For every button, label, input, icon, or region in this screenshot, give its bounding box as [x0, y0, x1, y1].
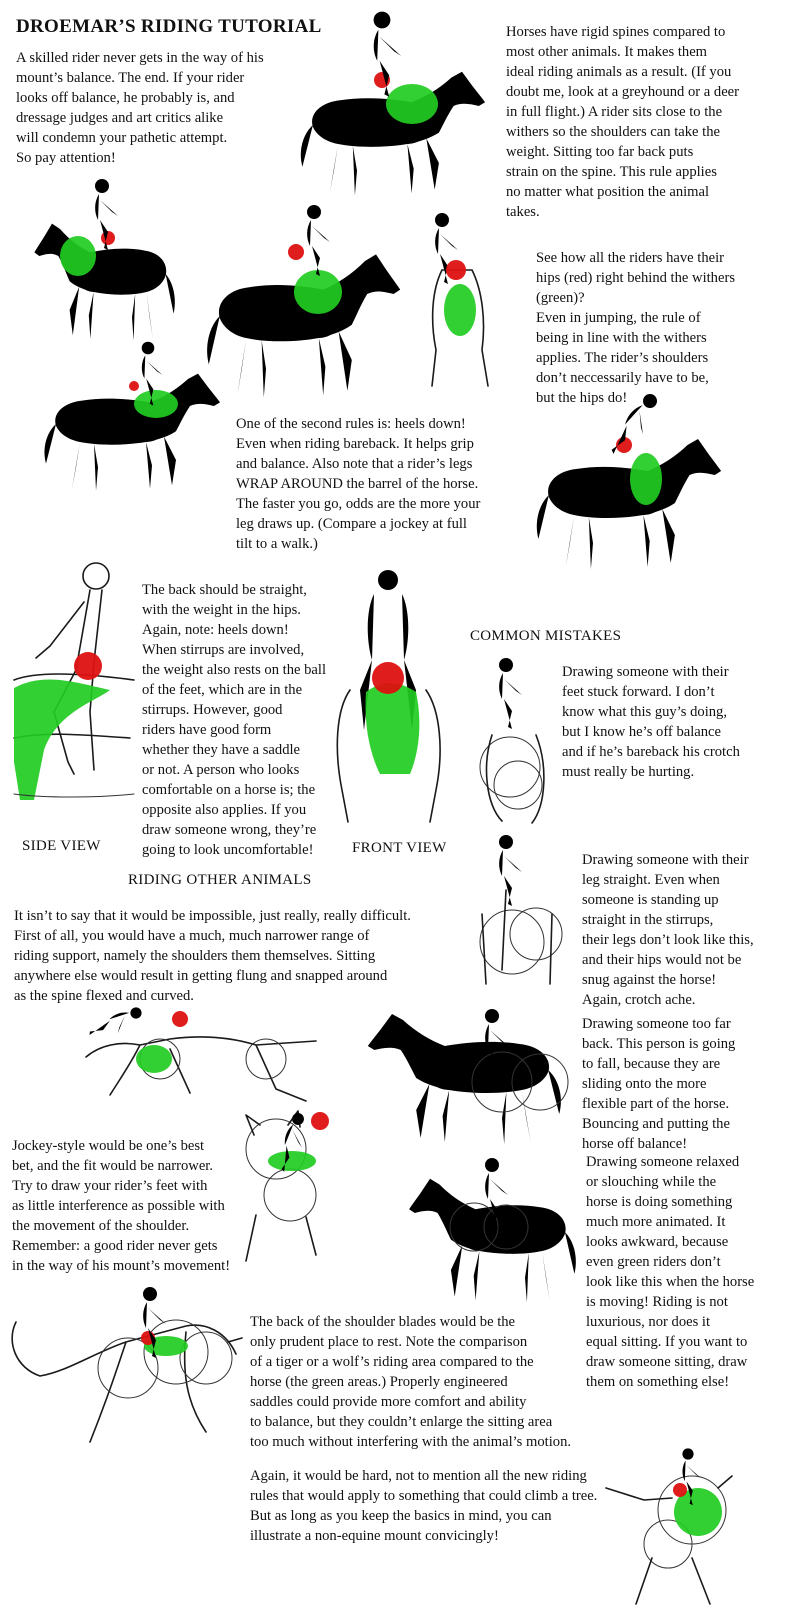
withers-highlight [268, 1151, 316, 1171]
sketch-horse-trot-left [30, 180, 190, 345]
horse-spine-paragraph: Horses have rigid spines compared to most other animals. It makes them ideal riding animals as a result. (If you doubt me, look at a greyhound or a deer in full flight.) A rider sits close to the withers so the shoulders can take the weight. Sitting too far back puts strain on the spine. This rule applies no matter what position the animal takes. [506, 24, 740, 220]
sketch-mistake-straight-leg [466, 830, 576, 990]
hip-marker [172, 1011, 188, 1027]
sketch-horse-rear-view [412, 210, 522, 390]
side-view-label: SIDE VIEW [22, 838, 101, 854]
sketch-horse-jump [520, 395, 740, 575]
hip-marker [74, 652, 102, 680]
withers-highlight [134, 390, 178, 418]
withers-highlight [444, 284, 476, 336]
hips-withers-paragraph: See how all the riders have their hips (red) right behind the withers (green)? Even in jumping, the rule of being in line with the withers applies. The rider’s shoulders don’t neccessarily have to be, but the hips do! [536, 250, 735, 406]
straight-back-paragraph: The back should be straight, with the weight in the hips. Again, note: heels down! When stirrups are involved, the weight also rests on the ball of the feet, which are in the stirrups. However, good riders have good form whether they have a saddle or not. A person who looks comfortable on a horse is; the opposite also applies. If you draw someone wrong, they’re going to look uncomfortable! [142, 582, 327, 858]
mistake-feet-forward-text: Drawing someone with their feet stuck forward. I don’t know what this guy’s doing, but I know he’s off balance and if he’s bareback his crotch must really be hurting. [562, 664, 740, 780]
withers-highlight [294, 270, 342, 314]
sketch-rider-front-view [326, 560, 456, 825]
other-animals-intro: It isn’t to say that it would be impossible, just really, really difficult. First of all, you would have a much, much narrower range of riding support, namely the shoulders them themselves. Sitting anywhere else would result in getting flung and snapped around as the spine flexed and curved. [14, 908, 411, 1004]
withers-highlight [60, 236, 96, 276]
mistake-too-far-back-text: Drawing someone too far back. This person is going to fall, because they are sliding onto the more flexible part of the horse. Bouncing and putting the horse off balance! [582, 1016, 736, 1152]
sketch-wolf-running [80, 1005, 320, 1105]
withers-highlight [386, 84, 438, 124]
hip-marker [129, 381, 139, 391]
common-mistakes-heading: COMMON MISTAKES [470, 628, 622, 644]
hip-marker [311, 1112, 329, 1130]
riding-other-animals-heading: RIDING OTHER ANIMALS [128, 872, 312, 888]
mistake-straight-leg-text: Drawing someone with their leg straight. Even when someone is standing up straight in the stirrups, their legs don’t look like this, and their hips would not be snug against the horse! Again, crotch ache. [582, 852, 754, 1008]
hip-marker [372, 662, 404, 694]
sketch-rider-side-view [14, 562, 139, 822]
front-view-label: FRONT VIEW [352, 840, 447, 856]
sketch-tiger-rider [6, 1282, 246, 1452]
withers-highlight [136, 1045, 172, 1073]
sketch-cat-rider-jockey [236, 1105, 336, 1265]
hip-marker [446, 260, 466, 280]
sketch-horse-walk-top [294, 8, 494, 158]
sketch-mistake-feet-forward [472, 655, 562, 825]
mistake-relaxed-text: Drawing someone relaxed or slouching while the horse is doing something much more animated. It looks awkward, because even green riders don’t look like this when the horse is moving! Riding is not luxurious, nor does it equal sitting. If you want to draw someone sitting, draw them on something else! [586, 1154, 755, 1390]
hip-marker [673, 1483, 687, 1497]
conclusion-paragraph: Again, it would be hard, not to mention all the new riding rules that would apply to something that could climb a tree. But as long as you keep the basics in mind, you can illustrate a non-equine mount convicingly! [250, 1468, 598, 1544]
withers-highlight [366, 683, 420, 774]
shoulder-blades-paragraph: The back of the shoulder blades would be the only prudent place to rest. Note the comparison of a tiger or a wolf’s riding area compared to the horse (the green areas.) Properly engineered saddles could provide more comfort and ability to balance, but they couldn’t enlarge the sitting area too much without interfering with the animal’s motion. [250, 1314, 572, 1450]
sketch-relaxed-rider [418, 1155, 588, 1295]
sketch-wolf-rider [592, 1448, 742, 1608]
page-title: DROEMAR’S RIDING TUTORIAL [16, 16, 322, 37]
hip-marker [288, 244, 304, 260]
jockey-style-paragraph: Jockey-style would be one’s best bet, and the fit would be narrower. Try to draw your rider’s feet with as little interference as possible with the movement of the shoulder. Remember: a good rider never gets in the way of his mount’s movement! [12, 1138, 231, 1274]
sketch-horse-gallop-left [38, 340, 238, 490]
heels-down-paragraph: One of the second rules is: heels down! Even when riding bareback. It helps grip and balance. Also note that a rider’s legs WRAP AROUND the barrel of the horse. The faster you go, odds are the more your leg draws up. (Compare a jockey at full tilt to a walk.) [236, 416, 481, 552]
hip-marker [101, 231, 115, 245]
intro-paragraph: A skilled rider never gets in the way of his mount’s balance. The end. If your rider looks off balance, he probably is, and dressage judges and art critics alike will condemn your pathetic attempt. So pay attention! [16, 50, 264, 166]
withers-highlight [630, 453, 662, 505]
sketch-horse-rider-too-far-back [362, 1000, 572, 1140]
